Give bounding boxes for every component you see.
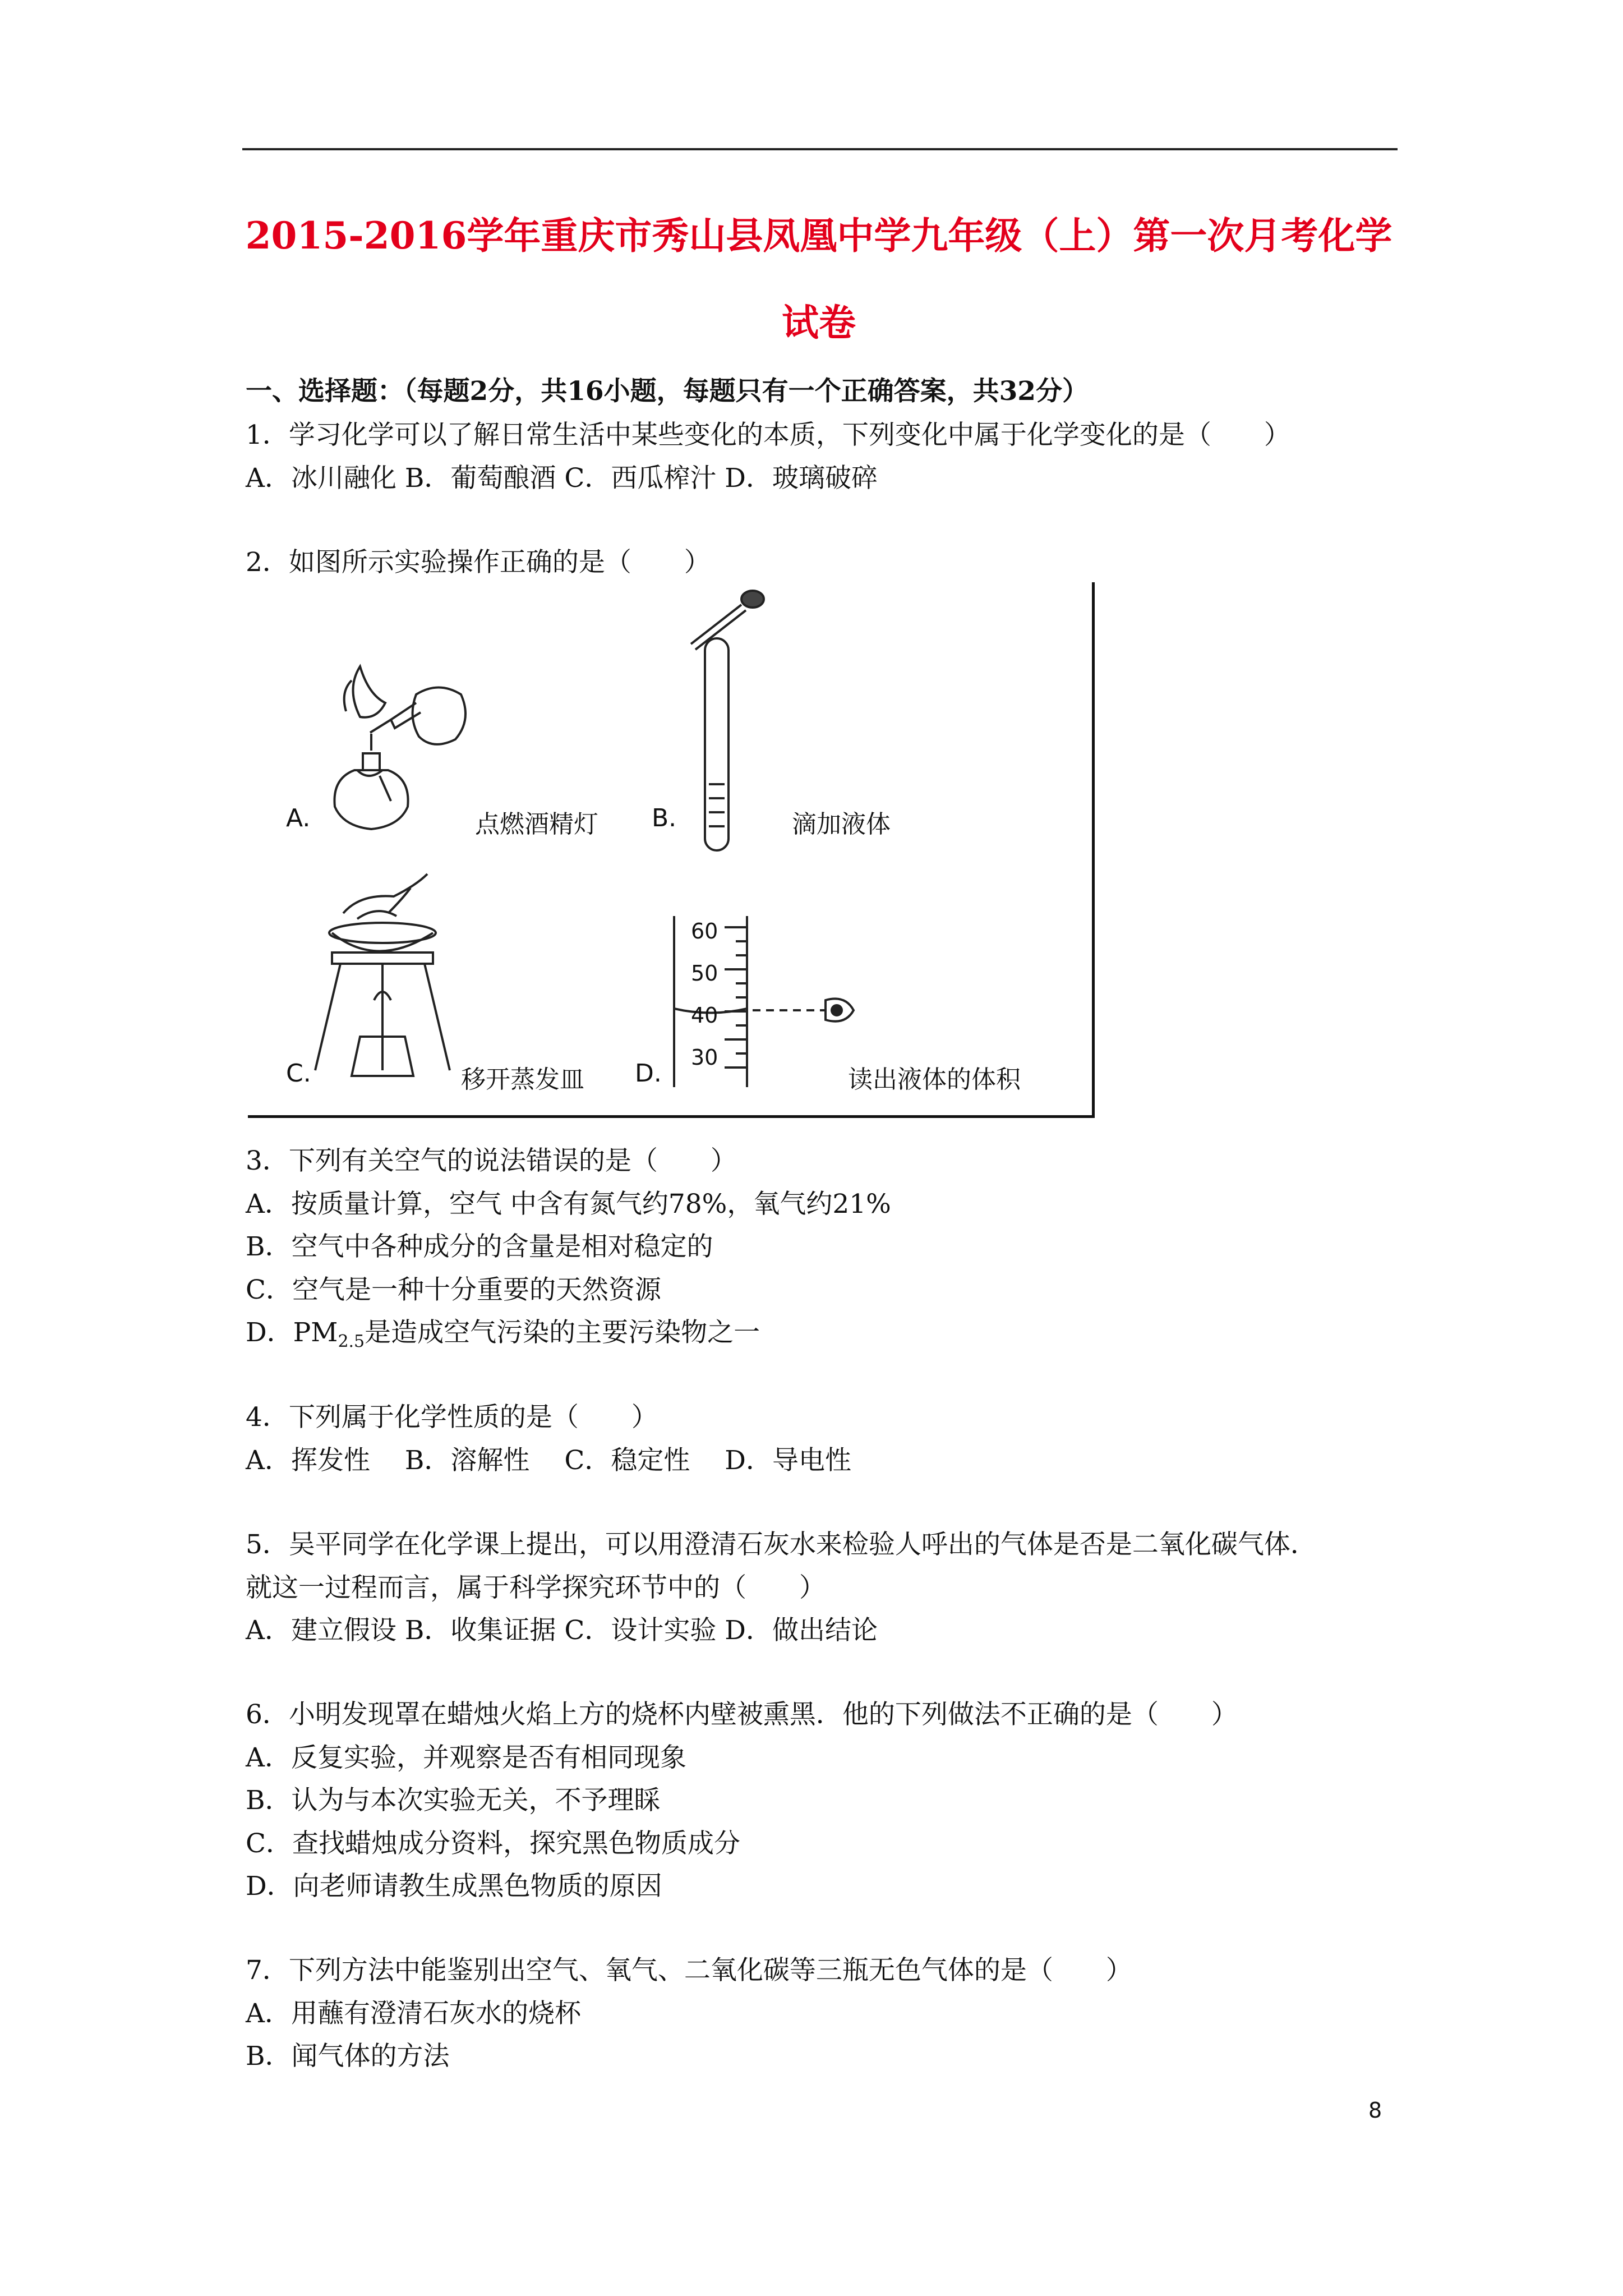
question-6-option-a: A．反复实验，并观察是否有相同现象	[246, 1742, 686, 1773]
question-3-stem: 3．下列有关空气的说法错误的是（ ）	[246, 1145, 737, 1176]
figure-b-caption: 滴加液体	[792, 810, 891, 839]
question-1-options: A．冰川融化 B．葡萄酿酒 C．西瓜榨汁 D．玻璃破碎	[246, 463, 878, 494]
figure-d-letter: D.	[635, 1059, 662, 1088]
question-3-option-c: C．空气是一种十分重要的天然资源	[246, 1274, 661, 1305]
question-2-stem: 2．如图所示实验操作正确的是（ ）	[246, 547, 711, 578]
option-d-prefix: D．PM	[246, 1317, 338, 1348]
figure-c-letter: C.	[286, 1059, 311, 1088]
question-5-stem-line1: 5．吴平同学在化学课上提出，可以用澄清石灰水来检验人呼出的气体是否是二氧化碳气体．	[246, 1529, 1317, 1560]
question-6-option-b: B．认为与本次实验无关，不予理睬	[246, 1785, 661, 1816]
pm-subscript: 2.5	[338, 1332, 365, 1351]
paper-title-line2: 试卷	[782, 301, 856, 344]
header-rule	[242, 148, 1398, 150]
question-5-stem-line2: 就这一过程而言，属于科学探究环节中的（ ）	[246, 1572, 826, 1603]
cylinder-scale-60: 60	[691, 919, 718, 944]
question-1-stem: 1．学习化学可以了解日常生活中某些变化的本质，下列变化中属于化学变化的是（ ）	[246, 420, 1290, 450]
figure-a-letter: A.	[286, 804, 311, 832]
question-4-options: A．挥发性 B．溶解性 C．稳定性 D．导电性	[246, 1445, 851, 1476]
question-7-stem: 7．下列方法中能鉴别出空气、氧气、二氧化碳等三瓶无色气体的是（ ）	[246, 1955, 1132, 1986]
question-7-option-a: A．用蘸有澄清石灰水的烧杯	[246, 1998, 581, 2029]
question-3-option-d	[246, 1316, 760, 1359]
cylinder-scale-40: 40	[691, 1003, 718, 1028]
question-6-option-d: D．向老师请教生成黑色物质的原因	[246, 1871, 662, 1902]
question-6-stem: 6．小明发现罩在蜡烛火焰上方的烧杯内壁被熏黑．他的下列做法不正确的是（ ）	[246, 1699, 1238, 1730]
cylinder-scale-30: 30	[691, 1045, 718, 1070]
question-6-option-c: C．查找蜡烛成分资料，探究黑色物质成分	[246, 1828, 740, 1859]
option-d-text: 是造成空气污染的主要污染物之一	[365, 1317, 760, 1348]
paper-title-line1: 2015-2016学年重庆市秀山县凤凰中学九年级（上）第一次月考化学	[245, 214, 1393, 257]
figure-b-letter: B.	[652, 804, 677, 832]
figure-c-caption: 移开蒸发皿	[461, 1065, 584, 1094]
figure-d-caption: 读出液体的体积	[848, 1065, 1021, 1094]
lab-operations-illustration	[248, 582, 1092, 1115]
page-number: 8	[1368, 2098, 1382, 2123]
question-3-option-a: A．按质量计算，空气 中含有氮气约78%，氧气约21%	[246, 1189, 891, 1220]
question-5-options: A．建立假设 B．收集证据 C．设计实验 D．做出结论	[246, 1615, 878, 1646]
question-3-option-b: B．空气中各种成分的含量是相对稳定的	[246, 1231, 713, 1262]
test-tube-dropper-illustration	[691, 591, 764, 850]
question-2-figure	[248, 582, 1095, 1118]
alcohol-lamp-illustration	[334, 666, 465, 829]
question-4-stem: 4．下列属于化学性质的是（ ）	[246, 1402, 658, 1433]
figure-a-caption: 点燃酒精灯	[475, 810, 598, 839]
section-heading: 一、选择题：（每题2分，共16小题，每题只有一个正确答案，共32分）	[246, 376, 1089, 407]
question-7-option-b: B．闻气体的方法	[246, 2041, 450, 2072]
evaporating-dish-illustration	[315, 874, 450, 1076]
cylinder-scale-50: 50	[691, 961, 718, 986]
